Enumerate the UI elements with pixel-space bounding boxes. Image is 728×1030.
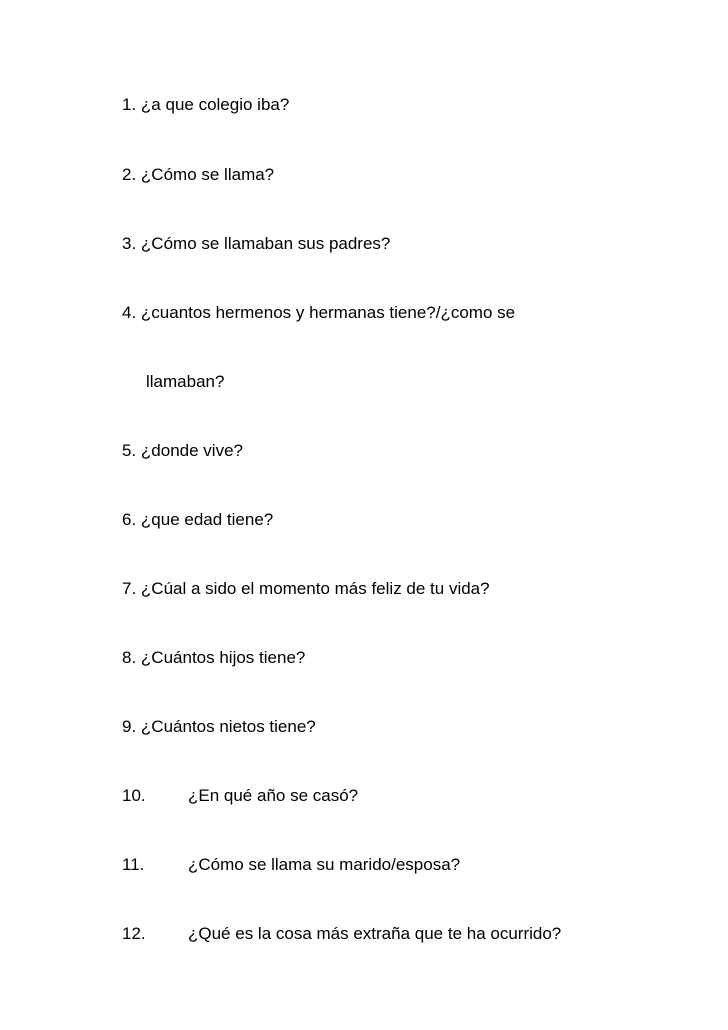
question-text: ¿donde vive?: [140, 441, 243, 460]
question-text: ¿Cómo se llama?: [140, 165, 275, 184]
question-7: [122, 579, 490, 599]
question-number: 11.: [122, 855, 145, 874]
question-text: ¿que edad tiene?: [140, 510, 274, 529]
question-9: [122, 717, 316, 737]
question-number: 10.: [122, 786, 146, 805]
question-8: [122, 648, 305, 668]
question-number: 6.: [122, 510, 137, 529]
question-10: [122, 786, 358, 806]
question-text: ¿Cuántos hijos tiene?: [140, 648, 306, 667]
question-text: ¿Cuántos nietos tiene?: [140, 717, 316, 736]
question-number: 7.: [122, 579, 137, 598]
question-text: ¿a que colegio iba?: [140, 95, 290, 114]
question-text: ¿cuantos hermenos y hermanas tiene?/¿como se: [140, 303, 516, 322]
question-text: ¿Cómo se llama su marido/esposa?: [188, 855, 461, 874]
question-number: 5.: [122, 441, 137, 460]
question-number: 2.: [122, 165, 137, 184]
question-number: 3.: [122, 234, 137, 253]
question-text: ¿Cómo se llamaban sus padres?: [140, 234, 391, 253]
question-number: 8.: [122, 648, 137, 667]
question-number: 4.: [122, 303, 137, 322]
question-number: 1.: [122, 95, 137, 114]
question-2: [122, 165, 274, 185]
question-text: ¿Cúal a sido el momento más feliz de tu vida?: [140, 579, 490, 598]
question-number: 9.: [122, 717, 137, 736]
question-text: ¿Qué es la cosa más extraña que te ha ocurrido?: [188, 924, 562, 943]
question-3: [122, 234, 390, 254]
question-6: [122, 510, 273, 530]
question-4-continuation: llamaban?: [146, 372, 225, 391]
question-5: [122, 441, 243, 461]
question-11: [122, 855, 460, 875]
question-number: 12.: [122, 924, 146, 943]
question-text: ¿En qué año se casó?: [188, 786, 359, 805]
question-12: [122, 924, 561, 944]
question-1: [122, 95, 289, 115]
question-4: [122, 303, 515, 323]
